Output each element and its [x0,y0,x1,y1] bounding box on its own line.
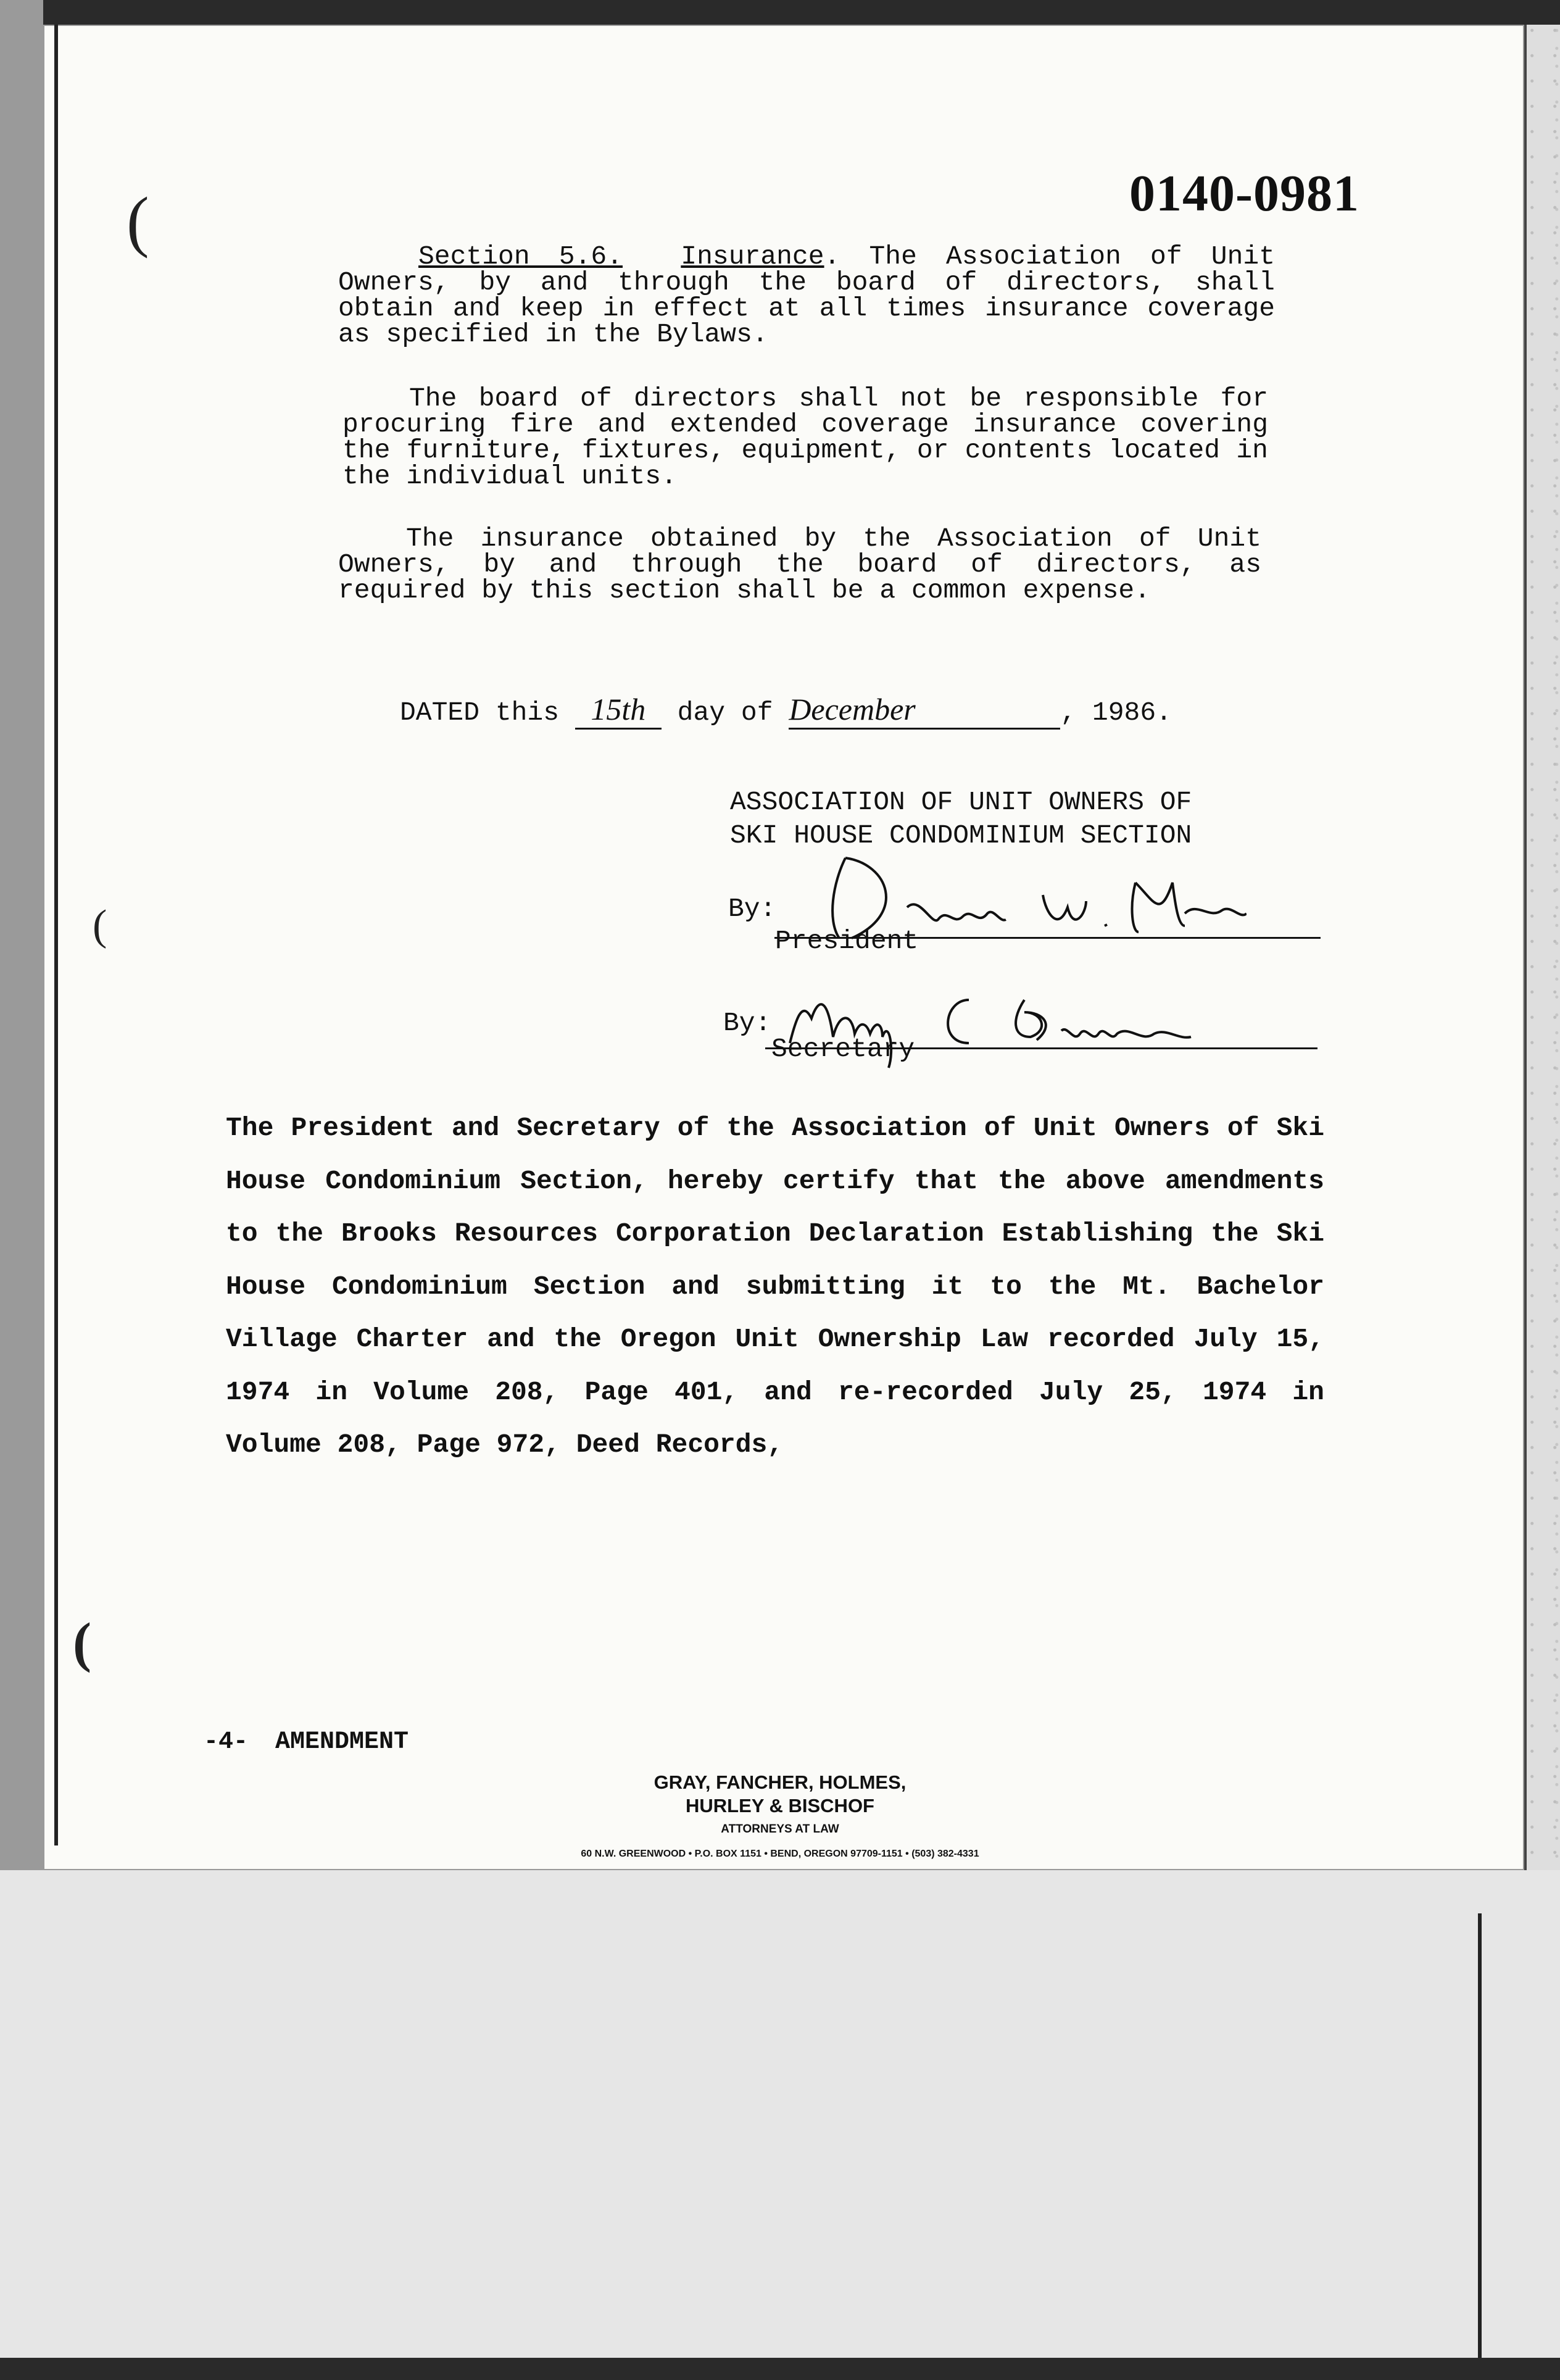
president-title: President [775,926,919,956]
association-line-1: ASSOCIATION OF UNIT OWNERS OF [730,787,1192,817]
footer-label: AMENDMENT [275,1728,409,1756]
page-left-border [54,25,58,1845]
record-number: 0140-0981 [1129,165,1359,222]
section-5-6-paragraph [338,241,1276,349]
secretary-by-label: By: [723,1008,771,1038]
expense-paragraph: The insurance obtained by the Association of Unit Owners, by and through the board of directors, as required by this section shall be a common expense. [338,523,1261,605]
scan-top-edge [0,0,1560,25]
association-line-2: SKI HOUSE CONDOMINIUM SECTION [730,820,1192,851]
dated-line [400,691,1172,730]
secretary-title: Secretary [771,1034,915,1064]
page-number: -4- [204,1728,249,1756]
certification-paragraph: The President and Secretary of the Association of Unit Owners of Ski House Condominium Section, hereby certify that the above amendments to the Brooks Resources Corporation Declaration Establishing the Ski House Condominium Section and submitting it to the Mt. Bachelor Village Charter and the Oregon Unit Ownership Law recorded July 15, 1974 in Volume 208, Page 401, and re-recorded July 25, 1974 in Volume 208, Page 972, Deed Records, [226,1113,1324,1460]
firm-name-line-2: HURLEY & BISCHOF [685,1795,874,1816]
firm-name-line-1: GRAY, FANCHER, HOLMES, [653,1771,907,1793]
underlying-page [0,1870,1560,2380]
scan-mark: ( [127,183,149,259]
section-heading: Section 5.6. [418,241,623,272]
dated-day: 15th [591,692,646,726]
section-text: . The Association of Unit Owners, by and through the board of directors, shall obtain and keep in effect at all times insurance coverage as specified in the Bylaws. [338,241,1276,349]
scan-bottom-edge [0,2358,1560,2380]
dated-middle: day of [677,697,773,728]
section-title: Insurance [681,241,824,272]
board-paragraph: The board of directors shall not be responsible for procuring fire and extended coverage insurance covering the furniture, fixtures, equipment, or contents located in the individual units. [342,383,1268,491]
dated-year: , 1986. [1060,697,1172,728]
scan-right-line [1478,1913,1482,2380]
page-footer [204,1728,409,1756]
association-block [730,786,1192,852]
firm-address: 60 N.W. GREENWOOD • P.O. BOX 1151 • BEND, OREGON 97709-1151 • (503) 382-4331 [581,1849,979,1859]
scan-mark: ( [93,902,107,949]
firm-subtitle: ATTORNEYS AT LAW [721,1823,839,1836]
dated-day-blank [575,691,662,730]
dated-month: December [789,692,916,726]
dated-month-blank [789,691,1060,730]
dated-prefix: DATED this [400,697,560,728]
scan-mark: ( [73,1612,91,1673]
president-by-label: By: [728,894,776,924]
